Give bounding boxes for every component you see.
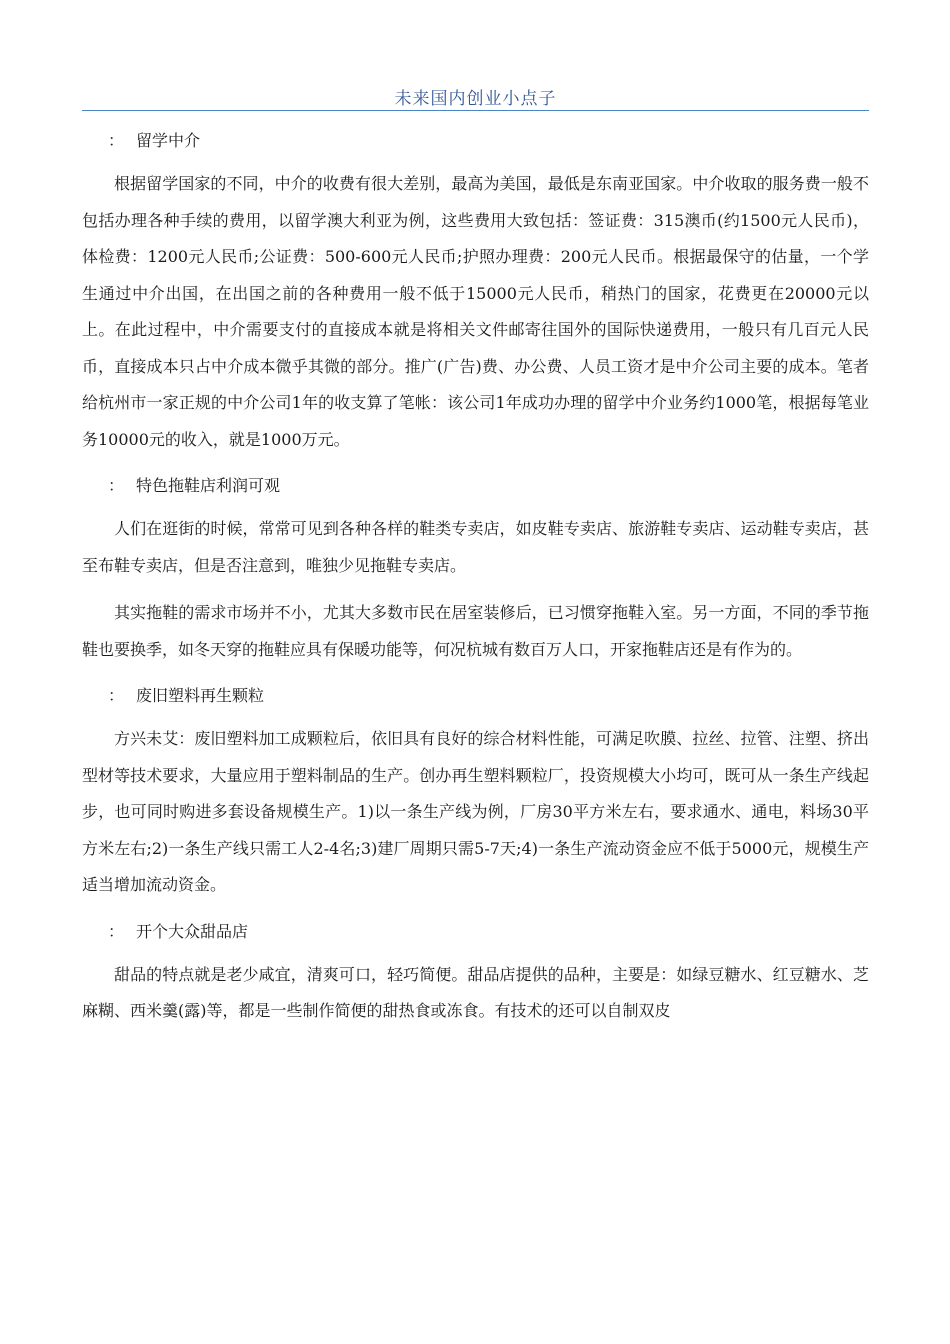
document-header [82,80,869,111]
heading-text: 特色拖鞋店利润可观 [136,476,281,495]
section-recycled-plastic [82,679,869,904]
heading-text: 留学中介 [136,131,201,150]
section-heading [82,469,869,503]
heading-prefix: ： [108,686,125,705]
heading-prefix: ： [108,131,125,150]
section-dessert-shop [82,915,869,1030]
section-heading [82,679,869,713]
section-heading [82,915,869,949]
section-heading [82,124,869,158]
document-body [82,124,869,1041]
paragraph: 其实拖鞋的需求市场并不小，尤其大多数市民在居室装修后，已习惯穿拖鞋入室。另一方面，不同的季节拖鞋也要换季，如冬天穿的拖鞋应具有保暖功能等，何况杭城有数百万人口，开家拖鞋店还是有作为的。 [82,603,869,659]
heading-prefix: ： [108,476,125,495]
paragraph: 根据留学国家的不同，中介的收费有很大差别，最高为美国，最低是东南亚国家。中介收取的服务费一般不包括办理各种手续的费用，以留学澳大利亚为例，这些费用大致包括：签证费：315澳币(约1500元人民币)，体检费：1200元人民币;公证费：500-600元人民币;护照办理费：200元人民币。根据最保守的估量，一个学生通过中介出国，在出国之前的各种费用一般不低于15000元人民币，稍热门的国家，花费更在20000元以上。在此过程中，中介需要支付的直接成本就是将相关文件邮寄往国外的国际快递费用，一般只有几百元人民币，直接成本只占中介成本微乎其微的部分。推广(广告)费、办公费、人员工资才是中介公司主要的成本。笔者给杭州市一家正规的中介公司1年的收支算了笔帐：该公司1年成功办理的留学中介业务约1000笔，根据每笔业务10000元的收入，就是1000万元。 [82,174,869,449]
heading-text: 开个大众甜品店 [136,921,249,941]
heading-prefix: ： [108,921,125,941]
section-study-abroad-agency [82,124,869,458]
paragraph: 方兴未艾：废旧塑料加工成颗粒后，依旧具有良好的综合材料性能，可满足吹膜、拉丝、拉管、注塑、挤出型材等技术要求，大量应用于塑料制品的生产。创办再生塑料颗粒厂，投资规模大小均可，既可从一条生产线起步，也可同时购进多套设备规模生产。1)以一条生产线为例，厂房30平方米左右，要求通水、通电，料场30平方米左右;2)一条生产线只需工人2-4名;3)建厂周期只需5-7天;4)一条生产流动资金应不低于5000元，规模生产适当增加流动资金。 [82,729,869,894]
heading-text: 废旧塑料再生颗粒 [136,686,265,705]
paragraph: 人们在逛街的时候，常常可见到各种各样的鞋类专卖店，如皮鞋专卖店、旅游鞋专卖店、运动鞋专卖店，甚至布鞋专卖店，但是否注意到，唯独少见拖鞋专卖店。 [82,519,869,575]
paragraph: 甜品的特点就是老少咸宜，清爽可口，轻巧简便。甜品店提供的品种，主要是：如绿豆糖水、红豆糖水、芝麻糊、西米羹(露)等，都是一些制作简便的甜热食或冻食。有技术的还可以自制双皮 [82,964,869,1020]
section-slipper-store [82,469,869,668]
document-title: 未来国内创业小点子 [394,89,557,109]
